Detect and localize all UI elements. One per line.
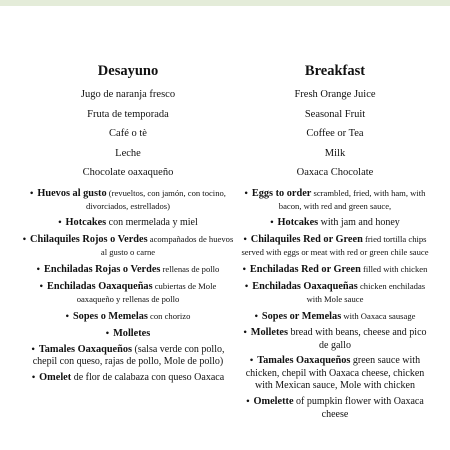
spanish-bullet-item	[22, 187, 234, 214]
bullet-icon: •	[31, 345, 35, 356]
spanish-bullet-item	[22, 280, 234, 307]
english-simple-item: Milk	[324, 147, 346, 159]
spanish-menu-column	[22, 62, 234, 388]
bullet-icon: •	[244, 281, 249, 292]
dish-description: fried tortilla chips served with eggs or meat with red or green chile sauce	[241, 233, 429, 258]
spanish-simple-item: Leche	[115, 147, 141, 159]
spanish-menu-title: Desayuno	[97, 63, 159, 79]
dish-description: rellenas de pollo	[160, 264, 220, 275]
dish-name: Hotcakes	[277, 216, 319, 228]
dish-description: of pumpkin flower with Oaxaca cheese	[293, 396, 424, 420]
spanish-simple-item: Fruta de temporada	[87, 108, 169, 120]
dish-name: Omelet	[39, 372, 72, 384]
spanish-bullet-item	[22, 327, 234, 340]
bullet-icon: •	[243, 234, 247, 245]
dish-description: bread with beans, cheese and pico de gallo	[287, 327, 427, 351]
dish-name: Tamales Oaxaqueños	[38, 344, 132, 356]
dish-description: scrambled, fried, with ham, with bacon, with red and green sauce,	[278, 187, 426, 211]
english-simple-item: Fresh Orange Juice	[294, 89, 376, 100]
dish-name: Hotcakes	[65, 216, 107, 228]
dish-name: Sopes or Memelas	[261, 311, 342, 323]
bullet-icon: •	[243, 328, 247, 339]
dish-name: Molletes	[113, 328, 151, 340]
bullet-icon: •	[30, 188, 34, 199]
dish-name: Enchiladas Oaxaqueñas	[47, 280, 153, 292]
dish-name: Chilaquiles Rojos o Verdes	[30, 233, 148, 245]
english-bullet-item	[240, 355, 430, 392]
dish-description: chicken enchiladas with Mole sauce	[306, 280, 426, 305]
bullet-icon: •	[58, 217, 62, 228]
spanish-bullet-item	[22, 344, 234, 369]
spanish-simple-item: Jugo de naranja fresco	[80, 89, 176, 100]
bullet-icon: •	[22, 234, 27, 245]
dish-name: Sopes o Memelas	[72, 311, 148, 323]
spanish-bullet-item	[22, 233, 234, 260]
english-bullet-list	[240, 187, 430, 422]
bullet-icon: •	[246, 397, 250, 408]
dish-name: Eggs to order	[251, 187, 312, 199]
spanish-bullet-item	[22, 372, 234, 384]
dish-description: filled with chicken	[360, 264, 428, 275]
spanish-simple-items	[22, 85, 234, 183]
english-bullet-item	[240, 310, 430, 323]
english-bullet-item	[240, 280, 430, 307]
spanish-bullet-item	[22, 217, 234, 229]
english-bullet-item	[240, 263, 430, 276]
bullet-icon: •	[270, 217, 274, 228]
english-menu-title: Breakfast	[304, 63, 366, 79]
dish-name: Omelette	[253, 396, 294, 408]
dish-description: green sauce with chicken, chepil with Oaxaca cheese, chicken with Mexican sauce, Mole with chicken	[245, 355, 425, 392]
bullet-icon: •	[249, 356, 254, 367]
english-simple-item: Oaxaca Chocolate	[296, 167, 374, 178]
top-green-strip	[0, 0, 450, 6]
english-simple-item: Coffee or Tea	[306, 128, 364, 139]
dish-name: Enchiladas Rojas o Verdes	[43, 264, 161, 276]
bullet-icon: •	[39, 281, 43, 292]
bullet-icon: •	[65, 312, 69, 323]
dish-name: Huevos al gusto	[37, 187, 107, 199]
dish-name: Molletes	[250, 327, 288, 339]
english-menu-column	[240, 62, 430, 425]
english-simple-item: Seasonal Fruit	[304, 108, 366, 120]
bullet-icon: •	[244, 188, 248, 199]
english-bullet-item	[240, 187, 430, 214]
dish-description: (revueltos, con jamón, con tocino, divorciados, estrellados)	[85, 187, 226, 211]
english-bullet-item	[240, 396, 430, 421]
bullet-icon: •	[105, 329, 110, 340]
spanish-bullet-item	[22, 263, 234, 276]
dish-description: con chorizo	[147, 311, 191, 322]
dish-name: Enchiladas Oaxaqueñas	[252, 280, 358, 292]
spanish-simple-item: Café o tè	[109, 128, 147, 139]
english-simple-items	[240, 85, 430, 183]
bullet-icon: •	[36, 265, 40, 276]
english-bullet-item	[240, 217, 430, 229]
dish-description: de flor de calabaza con queso Oaxaca	[71, 372, 225, 384]
spanish-simple-item: Chocolate oaxaqueño	[82, 167, 174, 178]
dish-description: acompañados de huevos al gusto o carne	[100, 233, 234, 258]
dish-description: with jam and honey	[318, 216, 400, 228]
english-bullet-item	[240, 233, 430, 260]
english-bullet-item	[240, 327, 430, 352]
dish-description: cubiertas de Mole oaxaqueño y rellenas de pollo	[76, 280, 217, 305]
dish-name: Enchiladas Red or Green	[249, 264, 361, 276]
bullet-icon: •	[242, 265, 246, 276]
dish-name: Tamales Oaxaqueños	[257, 355, 351, 367]
dish-description: con mermelada y miel	[106, 216, 198, 228]
dish-description: (salsa verde con pollo, chepil con queso, rajas de pollo, Mole de pollo)	[32, 344, 225, 368]
dish-name: Chilaquiles Red or Green	[250, 233, 363, 245]
dish-description: with Oaxaca sausage	[341, 311, 416, 322]
spanish-bullet-list	[22, 187, 234, 385]
bullet-icon: •	[31, 373, 36, 384]
spanish-bullet-item	[22, 310, 234, 323]
bullet-icon: •	[254, 312, 258, 323]
